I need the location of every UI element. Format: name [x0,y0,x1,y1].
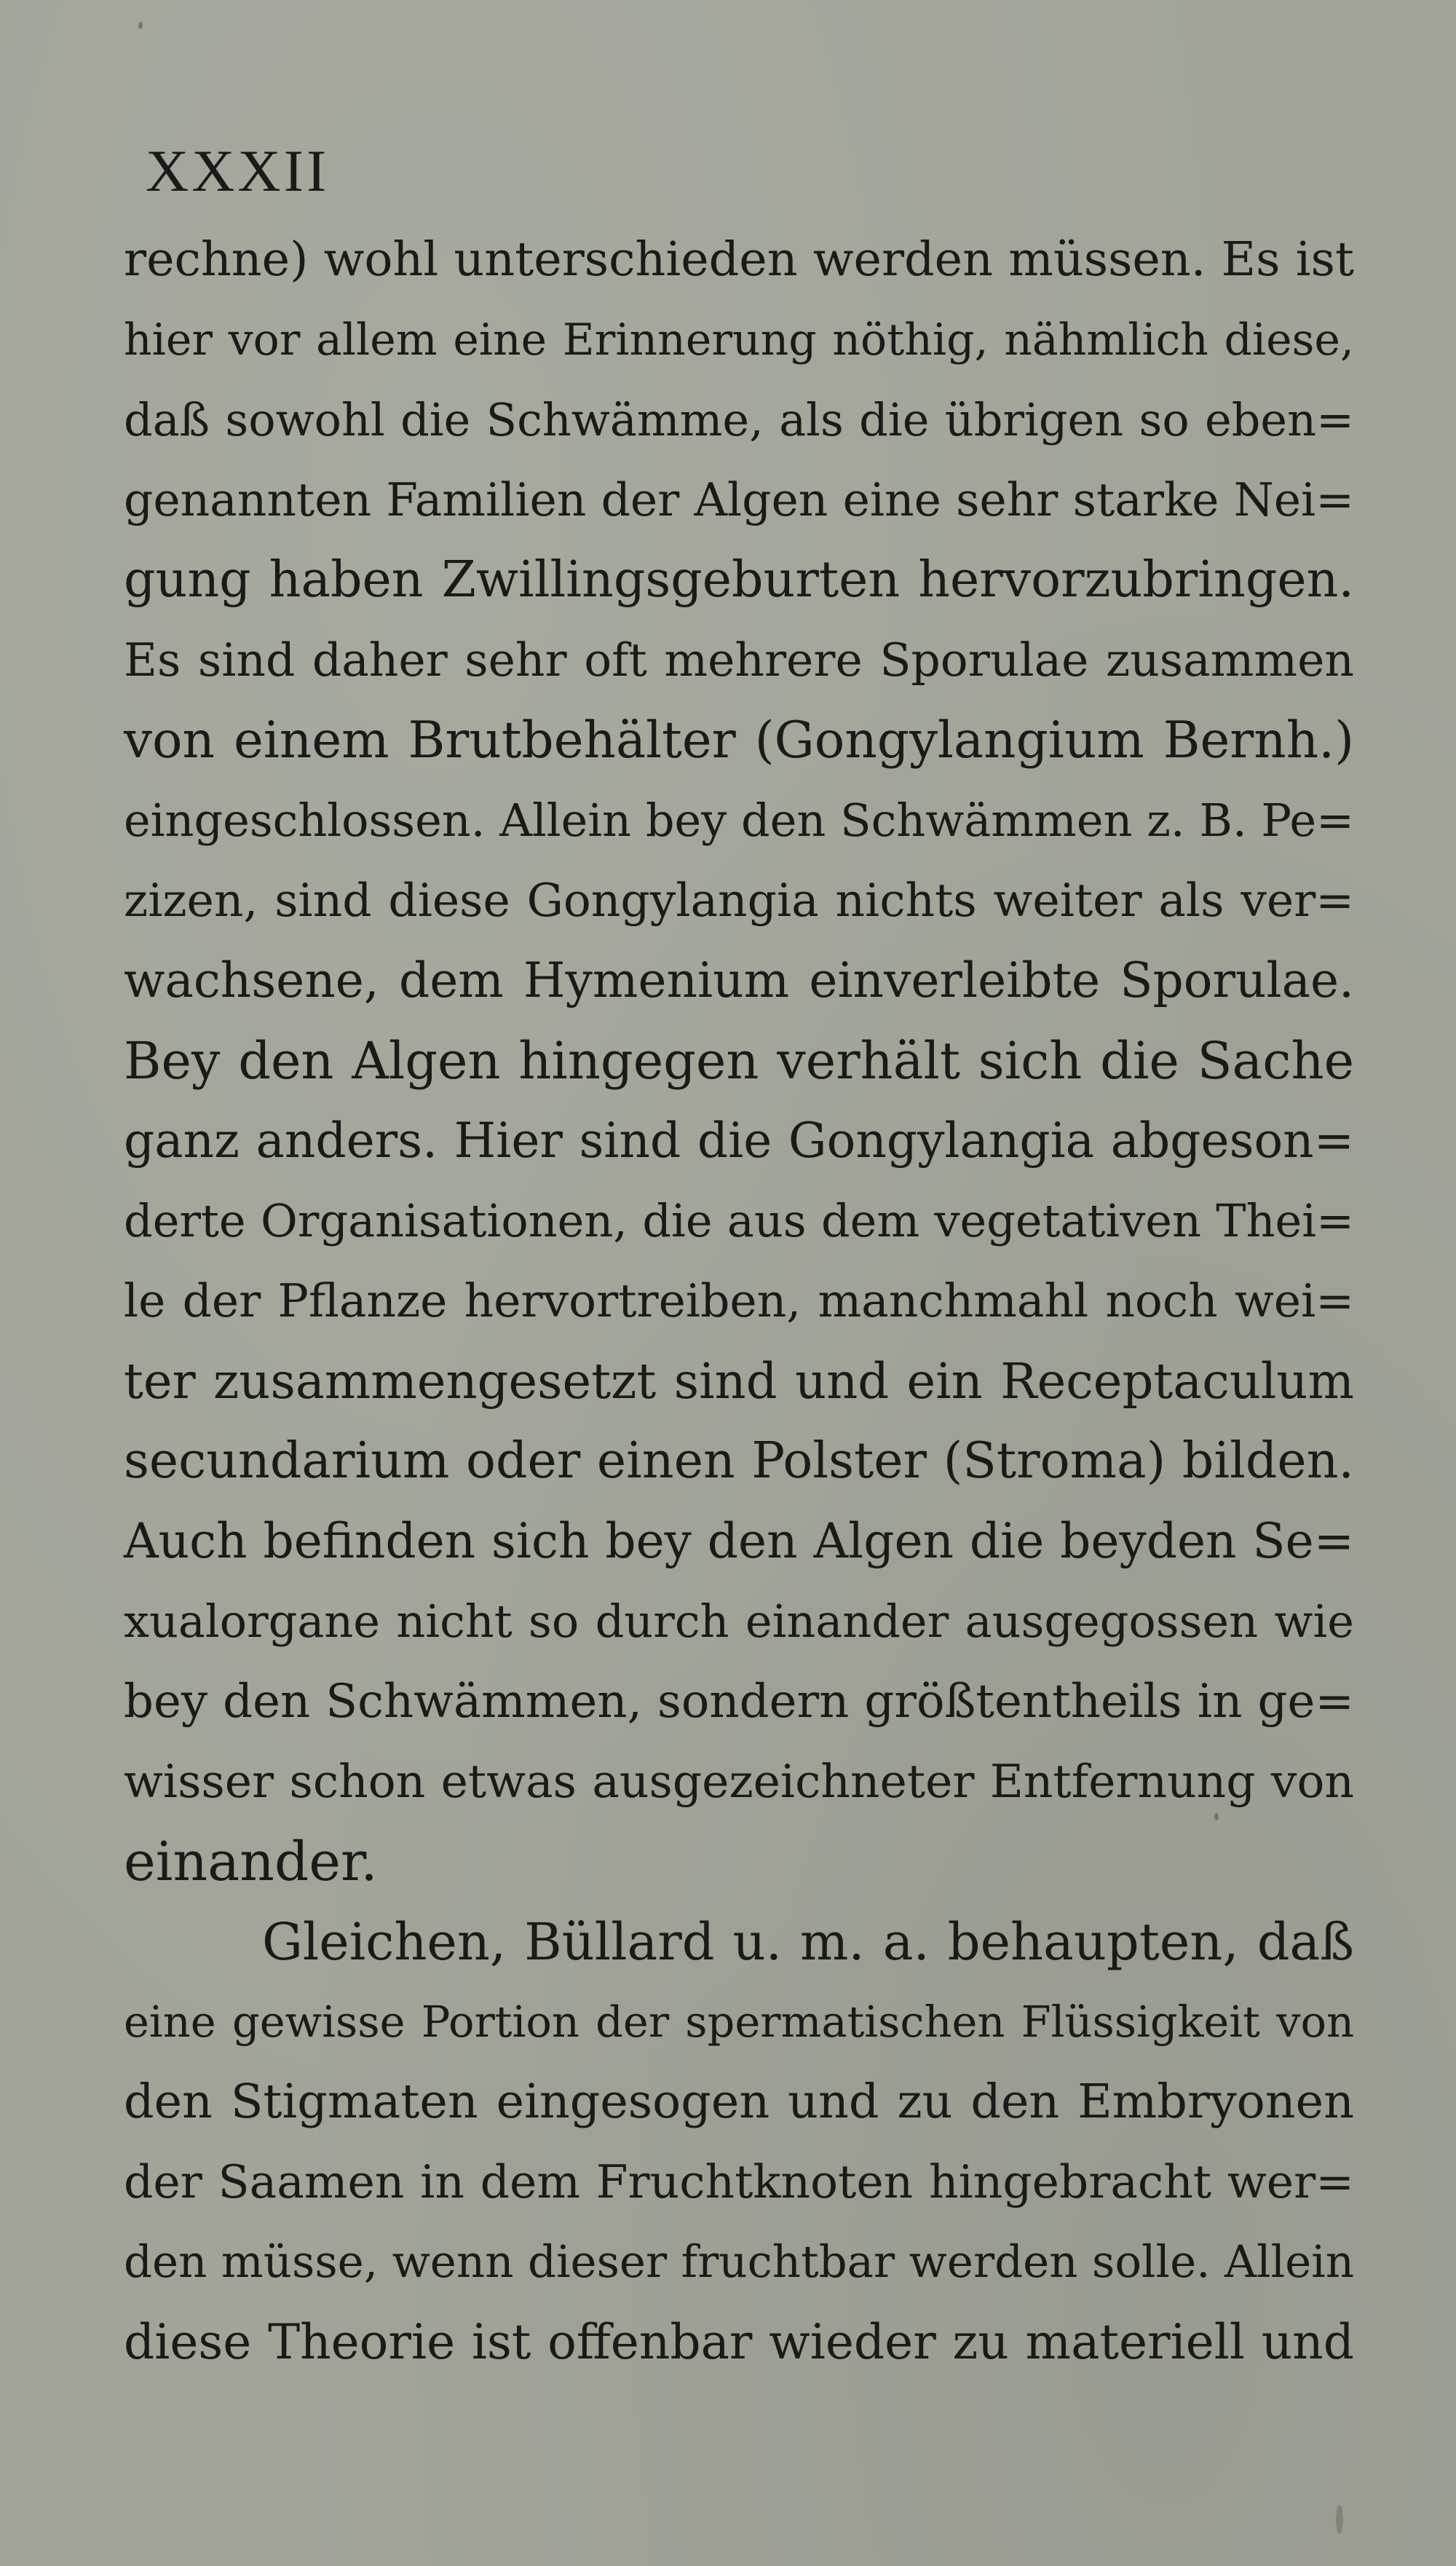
text-line: ganz anders. Hier sind die Gongylangia abgeson= [124,1113,1354,1169]
paper-speck [138,22,143,29]
text-line: xualorgane nicht so durch einander ausgegossen wie [124,1595,1354,1648]
text-line: hier vor allem eine Erinnerung nöthig, nähmlich diese, [124,315,1354,366]
text-line: rechne) wohl unterschieden werden müssen. Es ist [124,232,1354,287]
text-line: wisser schon etwas ausgezeichneter Entfernung von [124,1755,1354,1808]
text-line: daß sowohl die Schwämme, als die übrigen so eben= [124,393,1354,446]
text-line: derte Organisationen, die aus dem vegetativen Thei= [124,1194,1354,1247]
text-line: der Saamen in dem Fruchtknoten hingebracht wer= [124,2155,1354,2208]
text-line: bey den Schwämmen, sondern größtentheils in ge= [124,1675,1354,1729]
text-line: ter zusammengesetzt sind und ein Receptaculum [124,1353,1354,1410]
text-line: den Stigmaten eingesogen und zu den Embryonen [124,2074,1354,2129]
paper-speck [1214,1813,1219,1820]
text-line: Bey den Algen hingegen verhält sich die Sache [124,1031,1354,1091]
text-line: le der Pflanze hervortreiben, manchmahl noch wei= [124,1274,1354,1327]
text-line: den müsse, wenn dieser fruchtbar werden solle. Allein [124,2236,1354,2288]
text-line: von einem Brutbehälter (Gongylangium Bernh.) [124,711,1354,770]
text-line-paragraph-start: Gleichen, Büllard u. m. a. behaupten, daß [262,1912,1354,1972]
text-line: Auch befinden sich bey den Algen die beyden Se= [124,1513,1354,1569]
text-line: Es sind daher sehr oft mehrere Sporulae zusammen [124,633,1354,687]
body-text [124,220,1354,2404]
text-line: zizen, sind diese Gongylangia nichts weiter als ver= [124,874,1354,927]
text-line: secundarium oder einen Polster (Stroma) bilden. [124,1432,1354,1490]
page-number: XXXII [146,138,330,204]
paper-speck [1336,2505,1343,2534]
text-line: gung haben Zwillingsgeburten hervorzubringen. [124,551,1354,609]
text-line: wachsene, dem Hymenium einverleibte Sporulae. [124,952,1354,1008]
text-line: eine gewisse Portion der spermatischen Flüssigkeit von [124,1997,1354,2047]
text-line-paragraph-end: einander. [124,1831,378,1893]
text-line: diese Theorie ist offenbar wieder zu materiell und [124,2314,1354,2370]
text-line: genannten Familien der Algen eine sehr starke Nei= [124,473,1354,526]
text-line: eingeschlossen. Allein bey den Schwämmen z. B. Pe= [124,794,1354,847]
